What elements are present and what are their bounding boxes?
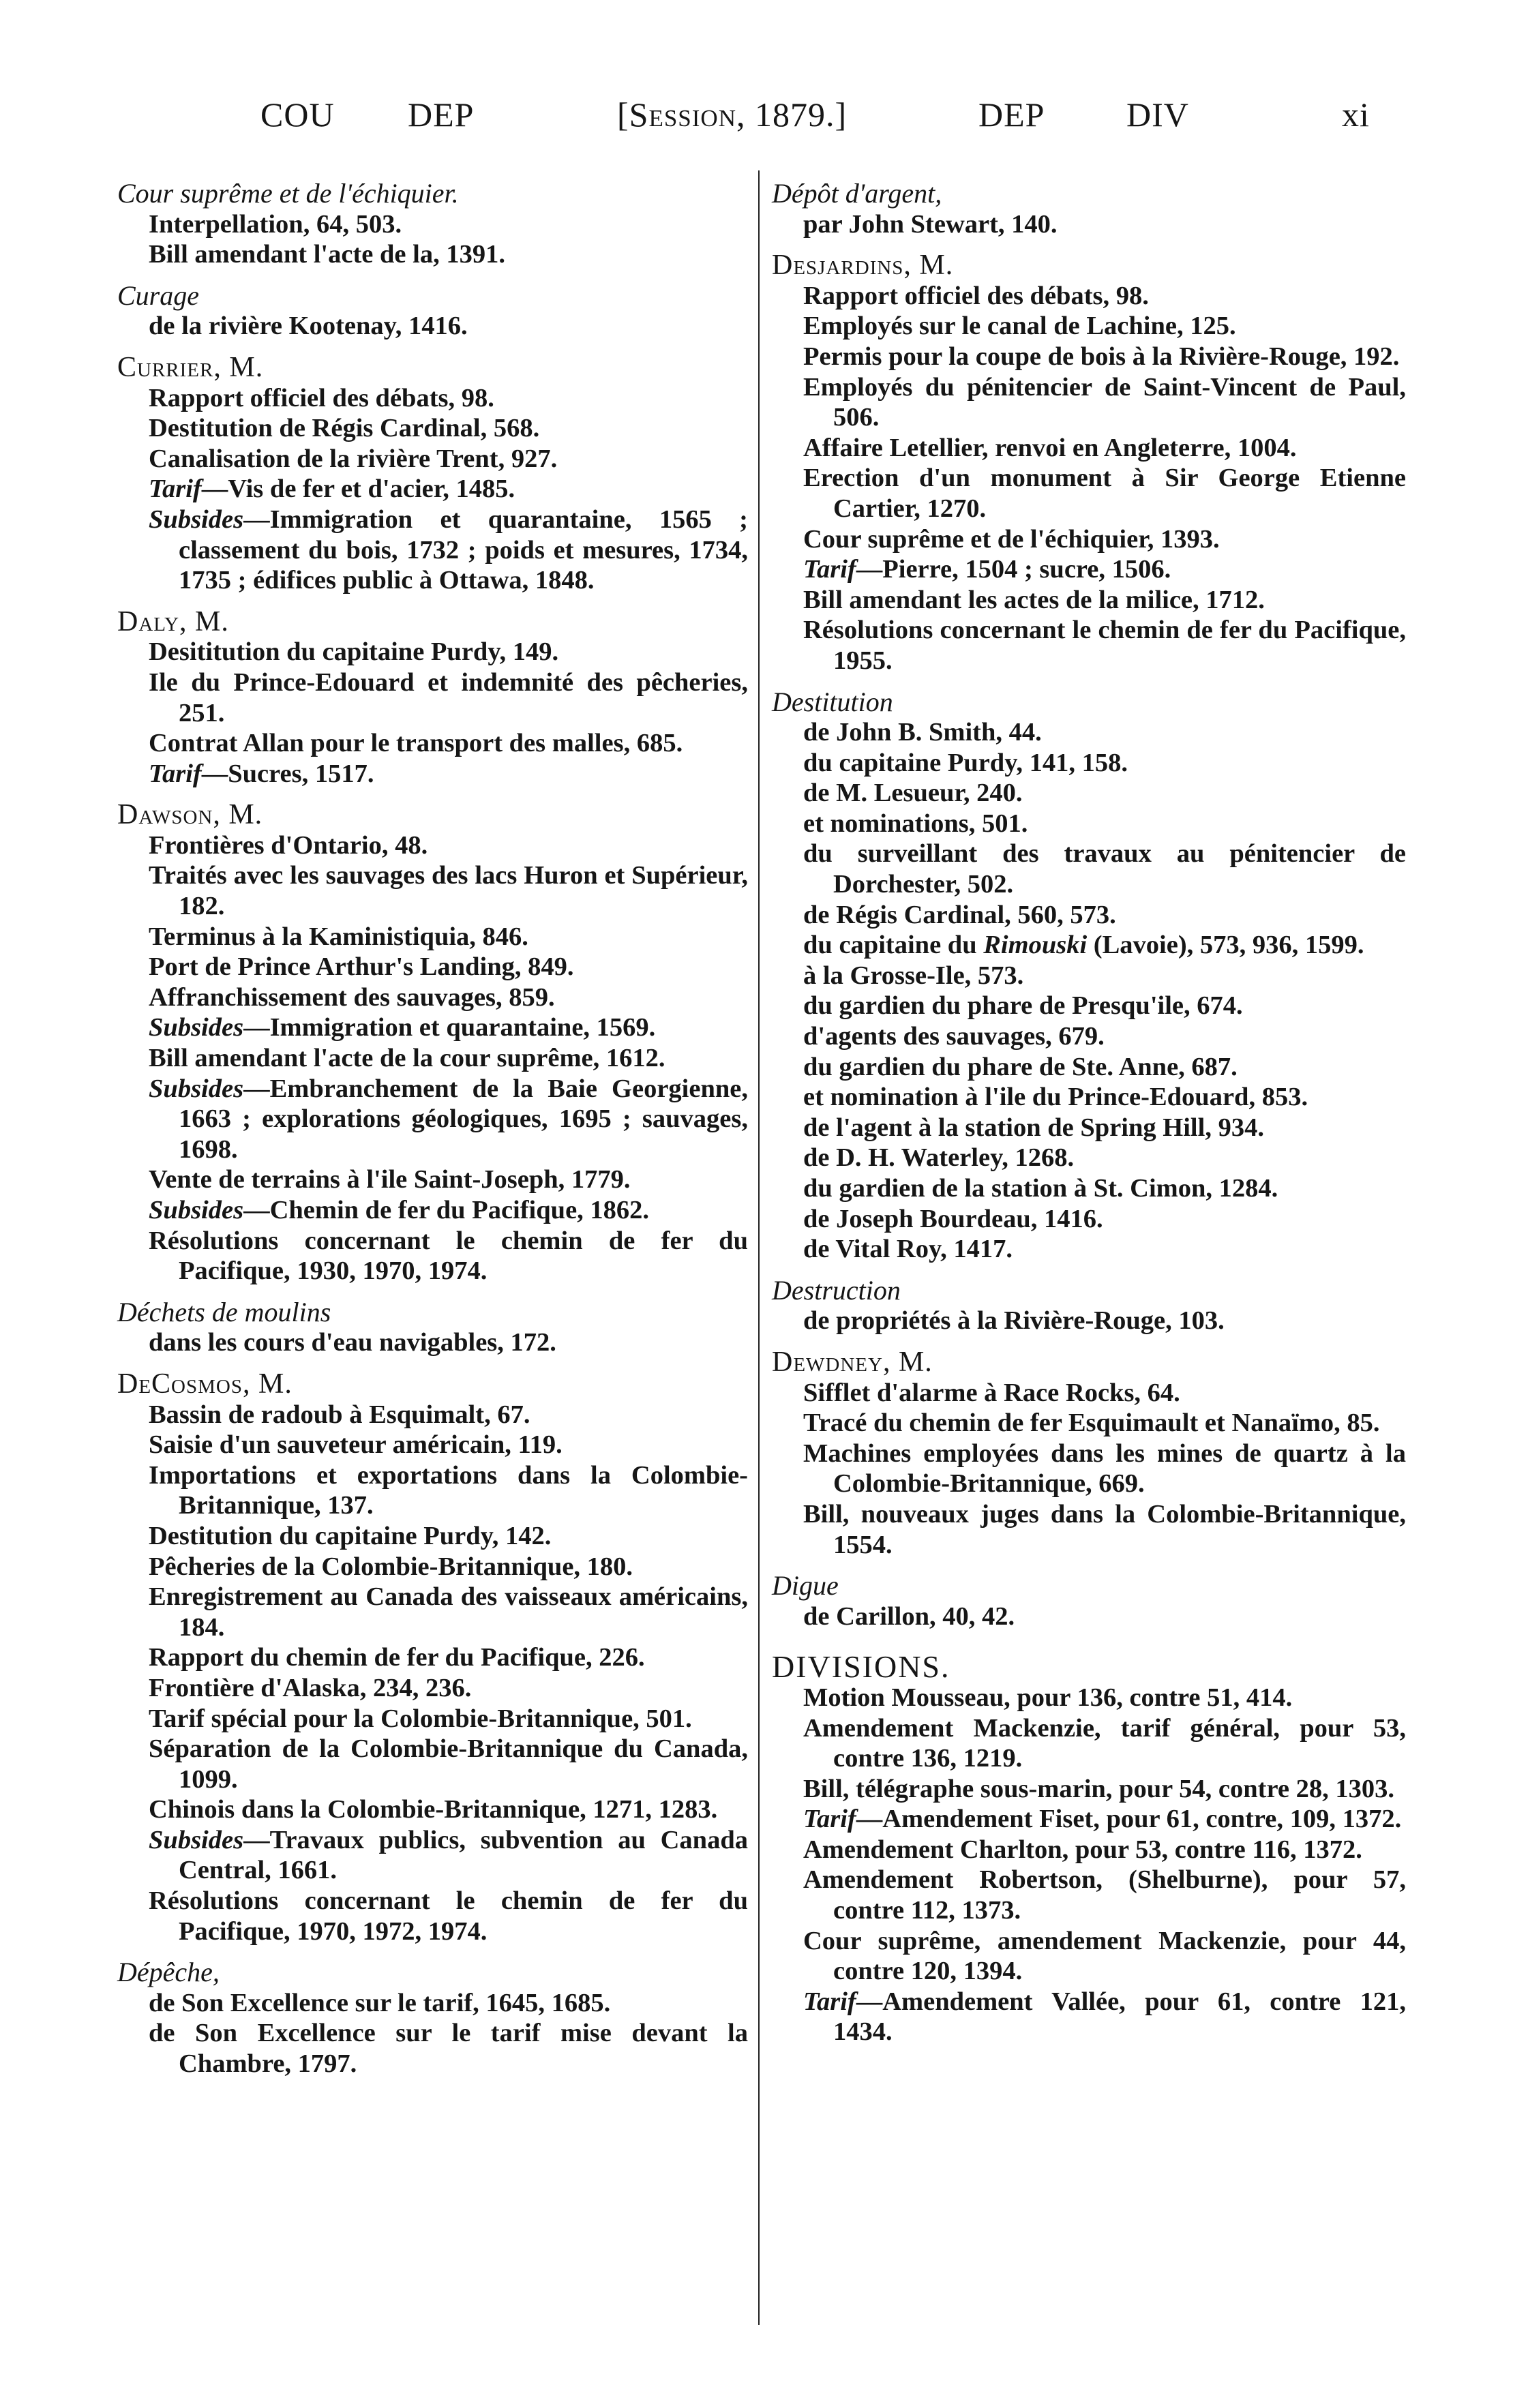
index-section xyxy=(117,352,748,596)
entry-prefix: Subsides — xyxy=(149,505,270,534)
index-entry: Amendement Mackenzie, tarif général, pour 53, contre 136, 1219. xyxy=(803,1713,1406,1773)
index-entry xyxy=(117,505,748,596)
section-heading: Cour suprême et de l'échiquier. xyxy=(117,178,459,209)
index-entry: Affranchissement des sauvages, 859. xyxy=(149,982,555,1012)
index-entry: Destitution de Régis Cardinal, 568. xyxy=(149,414,540,443)
index-entry: Motion Mousseau, pour 136, contre 51, 414. xyxy=(803,1683,1293,1712)
running-header xyxy=(245,87,1405,142)
entry-text: Embranchement de la Baie Georgienne, 1663 ; explorations géologiques, 1695 ; sauvages, 1698. xyxy=(179,1074,748,1164)
index-entry: Bill amendant les actes de la milice, 1712. xyxy=(803,585,1265,614)
index-entry xyxy=(772,1987,1406,2047)
index-entry: Vente de terrains à l'ile Saint-Joseph, 1779. xyxy=(149,1165,631,1194)
index-entry xyxy=(117,759,748,789)
section-heading: Destitution xyxy=(772,686,893,717)
entry-prefix: Tarif — xyxy=(803,1805,882,1833)
index-entry: de la rivière Kootenay, 1416. xyxy=(149,312,468,341)
index-entry: Pêcheries de la Colombie-Britannique, 180. xyxy=(149,1552,633,1581)
index-entry: Machines employées dans les mines de quartz à la Colombie-Britannique, 669. xyxy=(803,1439,1406,1499)
index-entry: et nominations, 501. xyxy=(803,809,1028,838)
index-entry: et nomination à l'ile du Prince-Edouard, 853. xyxy=(803,1083,1308,1112)
index-entry xyxy=(117,474,748,505)
index-entry: de Son Excellence sur le tarif, 1645, 1685. xyxy=(149,1988,611,2017)
index-entry: Bill amendant l'acte de la, 1391. xyxy=(149,240,505,269)
page-number: xi xyxy=(1342,95,1370,134)
entry-text: Travaux publics, subvention au Canada Central, 1661. xyxy=(179,1825,748,1885)
index-entry: Terminus à la Kaministiquia, 846. xyxy=(149,922,528,951)
index-entry: Sifflet d'alarme à Race Rocks, 64. xyxy=(803,1378,1180,1407)
index-entry: Contrat Allan pour le transport des malles, 685. xyxy=(149,729,683,758)
section-heading: Currier, M. xyxy=(117,351,264,383)
index-entry: du capitaine Purdy, 141, 158. xyxy=(803,748,1128,777)
index-section xyxy=(117,1957,748,2079)
index-section xyxy=(117,281,748,342)
index-entry: d'agents des sauvages, 679. xyxy=(803,1022,1105,1051)
entry-prefix: Tarif — xyxy=(803,555,882,584)
index-entry xyxy=(117,1825,748,1886)
entry-prefix: Tarif — xyxy=(803,1987,882,2016)
index-entry xyxy=(117,1074,748,1165)
section-heading: Déchets de moulins xyxy=(117,1296,331,1327)
index-entry: Rapport officiel des débats, 98. xyxy=(803,281,1149,310)
index-entry: du surveillant des travaux au pénitencier de Dorchester, 502. xyxy=(803,839,1406,899)
index-entry: Saisie d'un sauveteur américain, 119. xyxy=(149,1430,563,1460)
index-entry: Bill amendant l'acte de la cour suprême, 1612. xyxy=(149,1044,665,1073)
entry-prefix: Subsides — xyxy=(149,1196,270,1224)
index-entry: Chinois dans la Colombie-Britannique, 1271, 1283. xyxy=(149,1795,718,1824)
index-entry: du gardien de la station à St. Cimon, 1284. xyxy=(803,1174,1278,1203)
index-entry: par John Stewart, 140. xyxy=(803,209,1058,239)
entry-prefix: Subsides — xyxy=(149,1013,270,1042)
index-entry: Employés du pénitencier de Saint-Vincent de Paul, 506. xyxy=(803,372,1406,432)
index-entry: Frontière d'Alaska, 234, 236. xyxy=(149,1673,472,1702)
index-entry: de propriétés à la Rivière-Rouge, 103. xyxy=(803,1306,1225,1336)
index-entry: dans les cours d'eau navigables, 172. xyxy=(149,1328,556,1357)
index-entry: Port de Prince Arthur's Landing, 849. xyxy=(149,952,574,982)
index-entry: Importations et exportations dans la Colombie-Britannique, 137. xyxy=(149,1460,748,1520)
index-entry: Employés sur le canal de Lachine, 125. xyxy=(803,312,1236,341)
entry-prefix: Subsides — xyxy=(149,1074,270,1103)
index-entry: Canalisation de la rivière Trent, 927. xyxy=(149,444,558,473)
index-entry: Erection d'un monument à Sir George Etienne Cartier, 1270. xyxy=(803,464,1406,523)
index-entry: Permis pour la coupe de bois à la Rivière-Rouge, 192. xyxy=(803,342,1400,371)
index-entry: Destitution du capitaine Purdy, 142. xyxy=(149,1521,552,1550)
index-section xyxy=(772,1347,1406,1560)
section-heading: Daly, M. xyxy=(117,605,229,637)
index-entry: Enregistrement au Canada des vaisseaux américains, 184. xyxy=(149,1582,748,1642)
index-section xyxy=(117,1369,748,1946)
header-session: [Session, 1879.] xyxy=(617,95,848,134)
index-entry: Résolutions concernant le chemin de fer du Pacifique, 1930, 1970, 1974. xyxy=(149,1226,748,1286)
index-section xyxy=(117,607,748,789)
index-entry xyxy=(772,554,1406,585)
index-entry xyxy=(117,1195,748,1226)
index-entry: Bill, nouveaux juges dans la Colombie-Britannique, 1554. xyxy=(803,1499,1406,1559)
index-entry: Rapport du chemin de fer du Pacifique, 226. xyxy=(149,1643,645,1672)
header-left-running-2: DEP xyxy=(408,95,475,134)
section-heading: Dépôt d'argent, xyxy=(772,178,942,209)
index-entry: Séparation de la Colombie-Britannique du Canada, 1099. xyxy=(149,1734,748,1794)
header-right-running-2: DIV xyxy=(1126,95,1189,134)
index-entry: de Son Excellence sur le tarif mise devant la Chambre, 1797. xyxy=(149,2019,748,2079)
entry-text: du capitaine du xyxy=(803,931,984,960)
entry-text: Immigration et quarantaine, 1569. xyxy=(269,1013,656,1042)
index-entry: du gardien du phare de Presqu'ile, 674. xyxy=(803,991,1243,1021)
entry-text: Immigration et quarantaine, 1565 ; classement du bois, 1732 ; poids et mesures, 1734, 1735 ; édifices public à Ottawa, 1848. xyxy=(179,505,748,595)
index-entry: de M. Lesueur, 240. xyxy=(803,779,1023,808)
index-entry: de Vital Roy, 1417. xyxy=(803,1235,1013,1264)
index-section xyxy=(772,179,1406,239)
index-section xyxy=(772,687,1406,1265)
header-right-running: DEP xyxy=(978,95,1045,134)
index-entry: de Carillon, 40, 42. xyxy=(803,1601,1015,1631)
entry-text: Chemin de fer du Pacifique, 1862. xyxy=(269,1196,650,1224)
index-entry: de John B. Smith, 44. xyxy=(803,718,1042,747)
entry-text: Sucres, 1517. xyxy=(228,759,374,788)
column-divider xyxy=(758,170,760,2325)
index-entry: Cour suprême et de l'échiquier, 1393. xyxy=(803,524,1220,554)
index-entry: de D. H. Waterley, 1268. xyxy=(803,1143,1075,1173)
index-entry: Tarif spécial pour la Colombie-Britannique, 501. xyxy=(149,1704,692,1733)
ship-name: Rimouski xyxy=(983,931,1088,960)
entry-text: Vis de fer et d'acier, 1485. xyxy=(228,475,515,504)
entry-text: Amendement Fiset, pour 61, contre, 109, 1372. xyxy=(882,1805,1402,1834)
index-entry: Tracé du chemin de fer Esquimault et Nanaïmo, 85. xyxy=(803,1409,1380,1438)
index-entry: Résolutions concernant le chemin de fer du Pacifique, 1970, 1972, 1974. xyxy=(149,1886,748,1946)
section-heading: Destruction xyxy=(772,1274,901,1306)
section-heading: DeCosmos, M. xyxy=(117,1368,293,1400)
index-entry: Cour suprême, amendement Mackenzie, pour 44, contre 120, 1394. xyxy=(803,1926,1406,1986)
section-heading: Dépêche, xyxy=(117,1957,220,1988)
section-heading: Curage xyxy=(117,280,199,311)
index-entry: Résolutions concernant le chemin de fer du Pacifique, 1955. xyxy=(803,616,1406,675)
entry-prefix: Tarif — xyxy=(149,759,228,788)
entry-prefix: Subsides — xyxy=(149,1826,270,1854)
index-entry: de Joseph Bourdeau, 1416. xyxy=(803,1204,1103,1233)
index-entry: Bill, télégraphe sous-marin, pour 54, contre 28, 1303. xyxy=(803,1774,1394,1803)
index-entry: Frontières d'Ontario, 48. xyxy=(149,830,428,860)
index-entry: de l'agent à la station de Spring Hill, 934. xyxy=(803,1113,1264,1142)
section-heading: Digue xyxy=(772,1570,839,1601)
index-section xyxy=(772,1649,1406,2047)
section-heading: Desjardins, M. xyxy=(772,250,954,282)
index-entry: Bassin de radoub à Esquimalt, 67. xyxy=(149,1400,530,1429)
entry-prefix: Tarif — xyxy=(149,475,228,503)
index-entry: à la Grosse-Ile, 573. xyxy=(803,961,1024,990)
index-entry: Interpellation, 64, 503. xyxy=(149,209,402,239)
index-entry: Amendement Robertson, (Shelburne), pour 57, contre 112, 1373. xyxy=(803,1865,1406,1925)
index-entry: Traités avec les sauvages des lacs Huron et Supérieur, 182. xyxy=(149,861,748,921)
index-entry xyxy=(772,1804,1406,1835)
index-entry: Desititution du capitaine Purdy, 149. xyxy=(149,637,559,667)
index-section xyxy=(117,179,748,270)
index-entry: Rapport officiel des débats, 98. xyxy=(149,383,494,412)
index-section xyxy=(117,800,748,1286)
header-left-running: COU xyxy=(260,95,335,134)
index-entry: Amendement Charlton, pour 53, contre 116, 1372. xyxy=(803,1835,1362,1864)
index-section xyxy=(772,1571,1406,1631)
index-entry: du gardien du phare de Ste. Anne, 687. xyxy=(803,1052,1238,1081)
right-column xyxy=(772,179,1406,2047)
index-section xyxy=(117,1297,748,1358)
section-heading: Dawson, M. xyxy=(117,799,263,831)
index-section xyxy=(772,250,1406,676)
index-entry: Affaire Letellier, renvoi en Angleterre, 1004. xyxy=(803,433,1297,462)
section-heading: Dewdney, M. xyxy=(772,1346,933,1378)
index-entry xyxy=(772,930,1406,961)
index-entry xyxy=(117,1012,748,1043)
entry-text: (Lavoie), 573, 936, 1599. xyxy=(1087,931,1364,960)
left-column xyxy=(117,179,748,2079)
section-heading: DIVISIONS. xyxy=(772,1649,950,1685)
entry-text: Amendement Vallée, pour 61, contre 121, 1434. xyxy=(833,1987,1406,2047)
index-entry: de Régis Cardinal, 560, 573. xyxy=(803,900,1116,929)
entry-text: Pierre, 1504 ; sucre, 1506. xyxy=(882,555,1171,584)
index-entry: Ile du Prince-Edouard et indemnité des pêcheries, 251. xyxy=(149,667,748,727)
index-section xyxy=(772,1276,1406,1336)
